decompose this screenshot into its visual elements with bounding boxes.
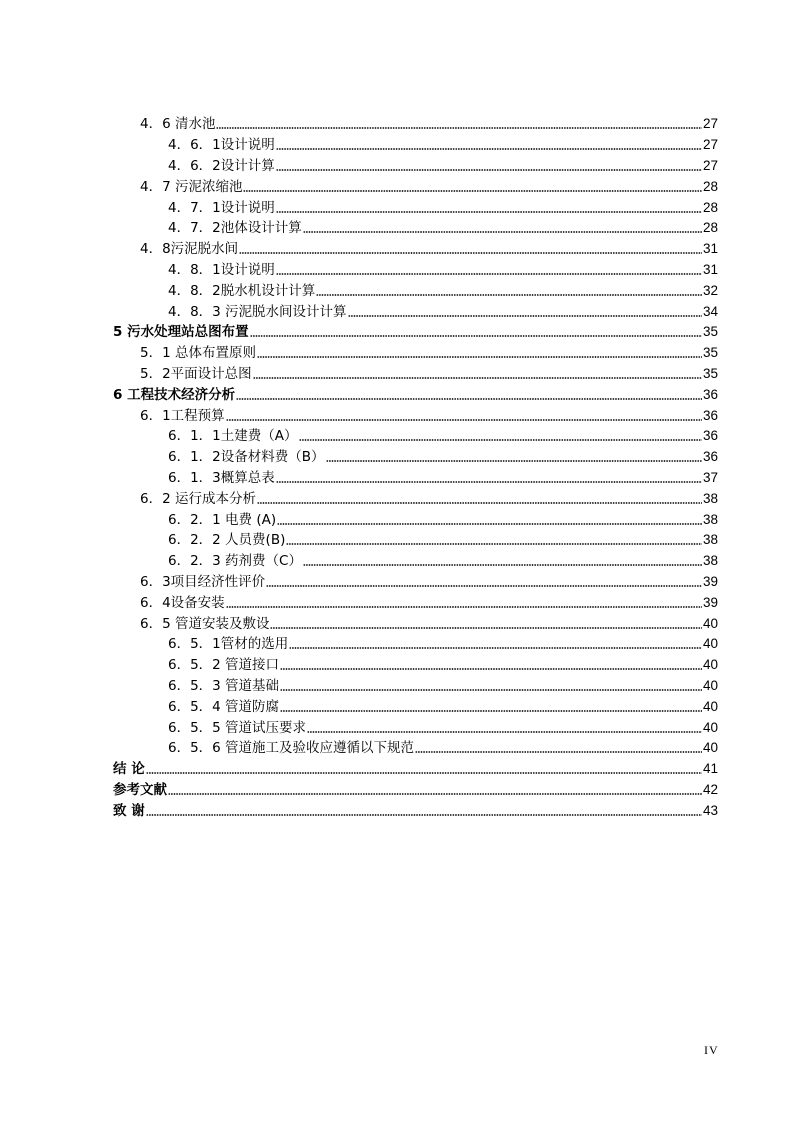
toc-entry-title: 4．7．2池体设计计算 xyxy=(168,220,302,237)
dot-leader xyxy=(280,710,702,712)
dot-leader xyxy=(289,647,702,649)
dot-leader xyxy=(226,419,702,421)
toc-entry[interactable] xyxy=(0,488,794,509)
toc-entry-title: 5．1 总体布置原则 xyxy=(140,345,256,362)
toc-entry-title: 参考文献 xyxy=(113,781,167,798)
toc-entry[interactable] xyxy=(0,509,794,530)
toc-entry[interactable] xyxy=(0,260,794,281)
toc-entry-title: 结 论 xyxy=(113,761,145,778)
dot-leader xyxy=(276,169,702,171)
page-number: IV xyxy=(704,1043,719,1057)
toc-entry[interactable] xyxy=(0,135,794,156)
toc-entry-page-number: 43 xyxy=(702,802,718,818)
dot-leader xyxy=(415,751,702,753)
toc-entry[interactable] xyxy=(0,530,794,551)
dot-leader xyxy=(257,502,702,504)
toc-entry-title: 6．2．2 人员费(B) xyxy=(168,532,286,549)
dot-leader xyxy=(243,190,701,192)
toc-entry[interactable] xyxy=(0,364,794,385)
toc-entry-page-number: 27 xyxy=(702,116,718,132)
toc-entry-page-number: 40 xyxy=(702,657,718,673)
toc-entry-title: 6．5．2 管道接口 xyxy=(168,657,280,674)
dot-leader xyxy=(216,127,701,129)
toc-entry-page-number: 41 xyxy=(702,761,718,777)
toc-entry-page-number: 42 xyxy=(702,781,718,797)
toc-entry-page-number: 34 xyxy=(702,303,718,319)
toc-entry-page-number: 28 xyxy=(702,220,718,236)
toc-entry-page-number: 31 xyxy=(702,241,718,257)
toc-entry-title: 4．6 清水池 xyxy=(140,116,216,133)
dot-leader xyxy=(286,543,702,545)
toc-entry[interactable] xyxy=(0,759,794,780)
dot-leader xyxy=(276,211,702,213)
toc-entry[interactable] xyxy=(0,239,794,260)
dot-leader xyxy=(253,377,702,379)
dot-leader xyxy=(146,814,702,816)
toc-entry[interactable] xyxy=(0,676,794,697)
toc-entry-page-number: 31 xyxy=(702,261,718,277)
dot-leader xyxy=(307,731,702,733)
toc-entry-page-number: 40 xyxy=(702,740,718,756)
toc-entry-title: 6．5．6 管道施工及验收应遵循以下规范 xyxy=(168,740,415,757)
toc-entry[interactable] xyxy=(0,447,794,468)
toc-entry[interactable] xyxy=(0,322,794,343)
dot-leader xyxy=(270,627,701,629)
toc-entry-title: 致 谢 xyxy=(113,802,145,819)
toc-entry[interactable] xyxy=(0,800,794,821)
toc-entry-title: 6．5．4 管道防腐 xyxy=(168,698,280,715)
toc-entry[interactable] xyxy=(0,655,794,676)
toc-entry[interactable] xyxy=(0,551,794,572)
toc-entry[interactable] xyxy=(0,197,794,218)
toc-entry[interactable] xyxy=(0,613,794,634)
table-of-contents xyxy=(0,114,794,821)
toc-entry[interactable] xyxy=(0,114,794,135)
toc-entry-title: 6．2．1 电费 (A) xyxy=(168,511,277,528)
toc-entry-page-number: 38 xyxy=(702,553,718,569)
toc-entry-title: 4．8．1设计说明 xyxy=(168,261,275,278)
toc-entry-title: 6 工程技术经济分析 xyxy=(113,386,236,403)
toc-entry[interactable] xyxy=(0,634,794,655)
toc-entry-page-number: 27 xyxy=(702,137,718,153)
toc-entry-page-number: 39 xyxy=(702,573,718,589)
toc-entry-title: 6．5．1管材的选用 xyxy=(168,636,289,653)
toc-entry[interactable] xyxy=(0,426,794,447)
toc-entry[interactable] xyxy=(0,176,794,197)
toc-entry-title: 4．8．2脱水机设计计算 xyxy=(168,282,316,299)
toc-entry[interactable] xyxy=(0,156,794,177)
toc-entry-title: 6．1．1土建费（A） xyxy=(168,428,298,445)
toc-entry-title: 4．6．1设计说明 xyxy=(168,137,275,154)
toc-entry-page-number: 38 xyxy=(702,490,718,506)
toc-entry[interactable] xyxy=(0,738,794,759)
toc-entry-title: 6．1．3概算总表 xyxy=(168,469,275,486)
toc-entry-page-number: 40 xyxy=(702,636,718,652)
dot-leader xyxy=(276,148,702,150)
toc-entry-title: 4．7．1设计说明 xyxy=(168,199,275,216)
toc-entry-page-number: 40 xyxy=(702,615,718,631)
toc-entry[interactable] xyxy=(0,384,794,405)
toc-entry-title: 5 污水处理站总图布置 xyxy=(113,324,249,341)
dot-leader xyxy=(280,689,702,691)
toc-entry-title: 6．3项目经济性评价 xyxy=(140,573,266,590)
dot-leader xyxy=(348,315,702,317)
toc-entry-title: 6．5．5 管道试压要求 xyxy=(168,719,307,736)
toc-entry-page-number: 28 xyxy=(702,199,718,215)
toc-entry[interactable] xyxy=(0,280,794,301)
toc-entry-page-number: 36 xyxy=(702,428,718,444)
dot-leader xyxy=(168,793,702,795)
toc-entry-page-number: 38 xyxy=(702,511,718,527)
toc-entry-page-number: 39 xyxy=(702,594,718,610)
dot-leader xyxy=(303,231,702,233)
toc-entry[interactable] xyxy=(0,343,794,364)
dot-leader xyxy=(226,606,702,608)
toc-entry-page-number: 36 xyxy=(702,449,718,465)
toc-entry-page-number: 32 xyxy=(702,282,718,298)
dot-leader xyxy=(303,564,702,566)
toc-entry-page-number: 35 xyxy=(702,345,718,361)
dot-leader xyxy=(239,252,702,254)
toc-entry-page-number: 35 xyxy=(702,365,718,381)
dot-leader xyxy=(266,585,702,587)
toc-entry[interactable] xyxy=(0,592,794,613)
toc-entry-title: 6．5．3 管道基础 xyxy=(168,677,280,694)
dot-leader xyxy=(277,523,702,525)
toc-entry-page-number: 27 xyxy=(702,157,718,173)
toc-entry-page-number: 38 xyxy=(702,532,718,548)
toc-entry-page-number: 37 xyxy=(702,469,718,485)
toc-entry[interactable] xyxy=(0,218,794,239)
dot-leader xyxy=(257,356,702,358)
dot-leader xyxy=(280,668,702,670)
dot-leader xyxy=(326,460,702,462)
dot-leader xyxy=(299,439,702,441)
toc-entry[interactable] xyxy=(0,301,794,322)
toc-entry-page-number: 36 xyxy=(702,386,718,402)
toc-entry-title: 4．8污泥脱水间 xyxy=(140,241,239,258)
toc-entry-page-number: 40 xyxy=(702,698,718,714)
toc-entry[interactable] xyxy=(0,405,794,426)
toc-entry-title: 6．1工程预算 xyxy=(140,407,225,424)
dot-leader xyxy=(276,481,702,483)
toc-entry-page-number: 35 xyxy=(702,324,718,340)
toc-entry[interactable] xyxy=(0,468,794,489)
toc-entry-title: 6．1．2设备材料费（B） xyxy=(168,449,325,466)
toc-entry-title: 5．2平面设计总图 xyxy=(140,365,252,382)
toc-entry[interactable] xyxy=(0,696,794,717)
dot-leader xyxy=(250,335,702,337)
toc-entry-title: 6．4设备安装 xyxy=(140,594,225,611)
dot-leader xyxy=(316,294,702,296)
toc-entry-title: 4．6．2设计计算 xyxy=(168,157,275,174)
toc-entry[interactable] xyxy=(0,572,794,593)
toc-entry-page-number: 36 xyxy=(702,407,718,423)
toc-entry[interactable] xyxy=(0,717,794,738)
dot-leader xyxy=(146,772,702,774)
toc-entry[interactable] xyxy=(0,780,794,801)
dot-leader xyxy=(236,398,702,400)
toc-entry-title: 4．8．3 污泥脱水间设计计算 xyxy=(168,303,347,320)
toc-entry-page-number: 28 xyxy=(702,178,718,194)
toc-entry-page-number: 40 xyxy=(702,719,718,735)
toc-entry-page-number: 40 xyxy=(702,677,718,693)
toc-entry-title: 4．7 污泥浓缩池 xyxy=(140,178,243,195)
toc-entry-title: 6．2 运行成本分析 xyxy=(140,490,256,507)
toc-entry-title: 6．2．3 药剂费（C） xyxy=(168,553,302,570)
dot-leader xyxy=(276,273,702,275)
toc-entry-title: 6．5 管道安装及敷设 xyxy=(140,615,270,632)
